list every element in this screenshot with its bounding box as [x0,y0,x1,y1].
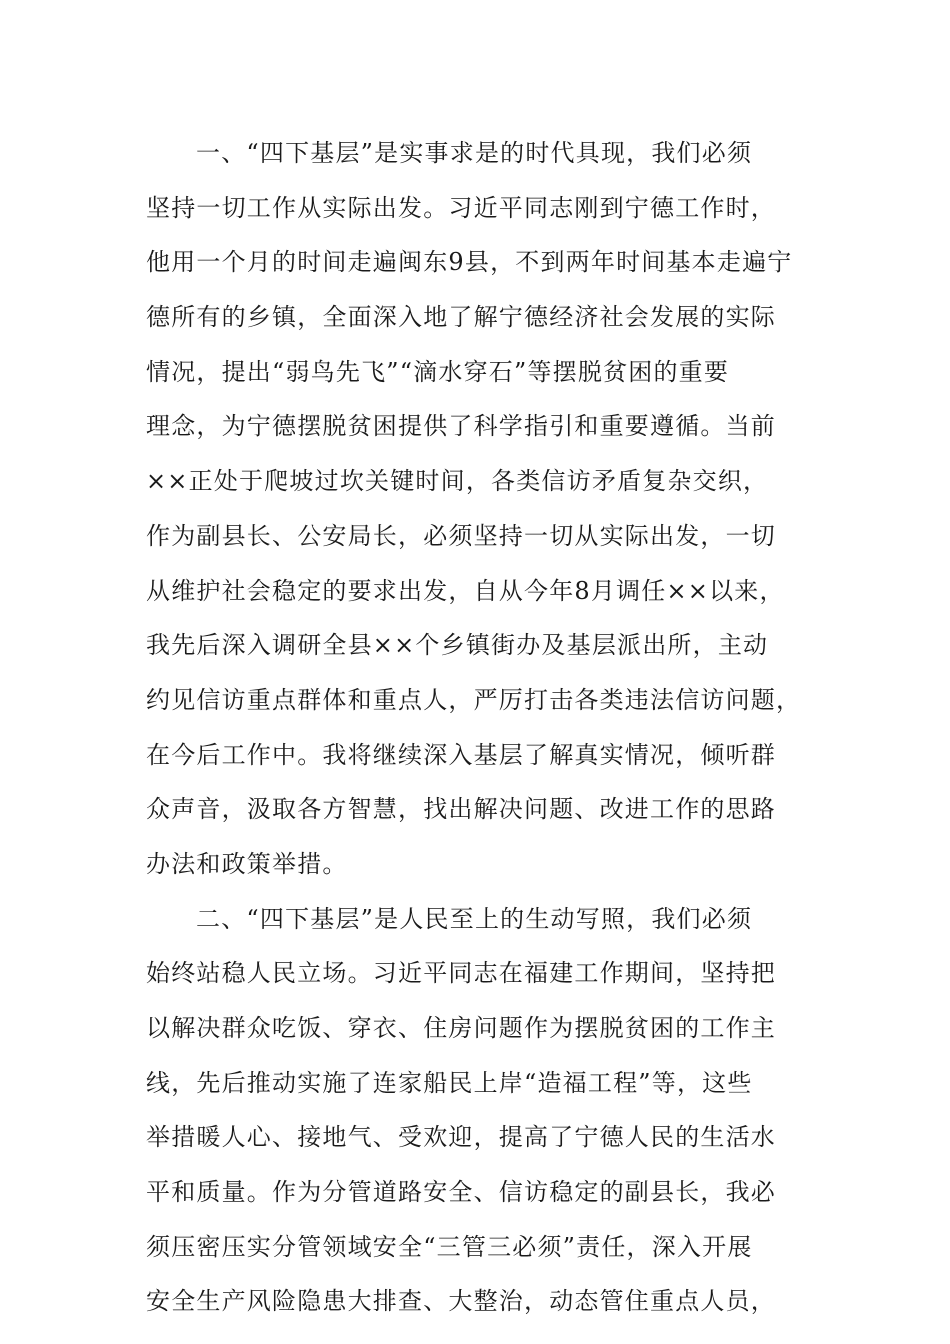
paragraph-2-line-4: 线，先后推动实施了连家船民上岸“造福工程”等，这些 [146,1068,753,1097]
paragraph-2-line-7: 须压密压实分管领域安全“三管三必须”责任，深入开展 [146,1232,753,1261]
paragraph-2-line-5: 举措暖人心、接地气、受欢迎，提高了宁德人民的生活水 [146,1123,776,1152]
paragraph-1-line-8: 作为副县长、公安局长，必须坚持一切从实际出发，一切 [146,521,776,550]
paragraph-1-line-5: 情况，提出“弱鸟先飞”“滴水穿石”等摆脱贫困的重要 [146,357,730,386]
paragraph-1-line-7: ××正处于爬坡过坎关键时间，各类信访矛盾复杂交织， [146,467,769,496]
paragraph-2-line-3: 以解决群众吃饭、穿衣、住房问题作为摆脱贫困的工作主 [146,1014,776,1042]
paragraph-1-line-6: 理念，为宁德摆脱贫困提供了科学指引和重要遵循。当前 [146,412,776,441]
body-text [146,126,816,1329]
paragraph-2-line-1: 二、“四下基层”是人民至上的生动写照，我们必须 [196,904,753,933]
paragraph-1-line-10: 我先后深入调研全县××个乡镇街办及基层派出所，主动 [146,631,769,660]
paragraph-2-line-8: 安全生产风险隐患大排查、大整治，动态管住重点人员， [146,1287,776,1316]
paragraph-1-line-2: 坚持一切工作从实际出发。习近平同志刚到宁德工作时， [146,193,776,222]
paragraph-1-line-13: 众声音，汲取各方智慧，找出解决问题、改进工作的思路 [146,795,776,824]
paragraph-1-line-12: 在今后工作中。我将继续深入基层了解真实情况，倾听群 [146,740,776,769]
paragraph-2-line-2: 始终站稳人民立场。习近平同志在福建工作期间，坚持把 [146,959,776,988]
paragraph-2-line-6: 平和质量。作为分管道路安全、信访稳定的副县长，我必 [146,1178,776,1207]
paragraph-1-line-14: 办法和政策举措。 [146,849,348,878]
paragraph-1-line-4: 德所有的乡镇，全面深入地了解宁德经济社会发展的实际 [146,303,776,332]
paragraph-1-line-9: 从维护社会稳定的要求出发，自从今年8月调任××以来， [146,576,785,605]
paragraph-1-line-3: 他用一个月的时间走遍闽东9县，不到两年时间基本走遍宁 [146,248,793,277]
paragraph-1-line-1: 一、“四下基层”是实事求是的时代具现，我们必须 [196,139,753,167]
paragraph-1-line-11: 约见信访重点群体和重点人，严厉打击各类违法信访问题， [146,685,802,714]
